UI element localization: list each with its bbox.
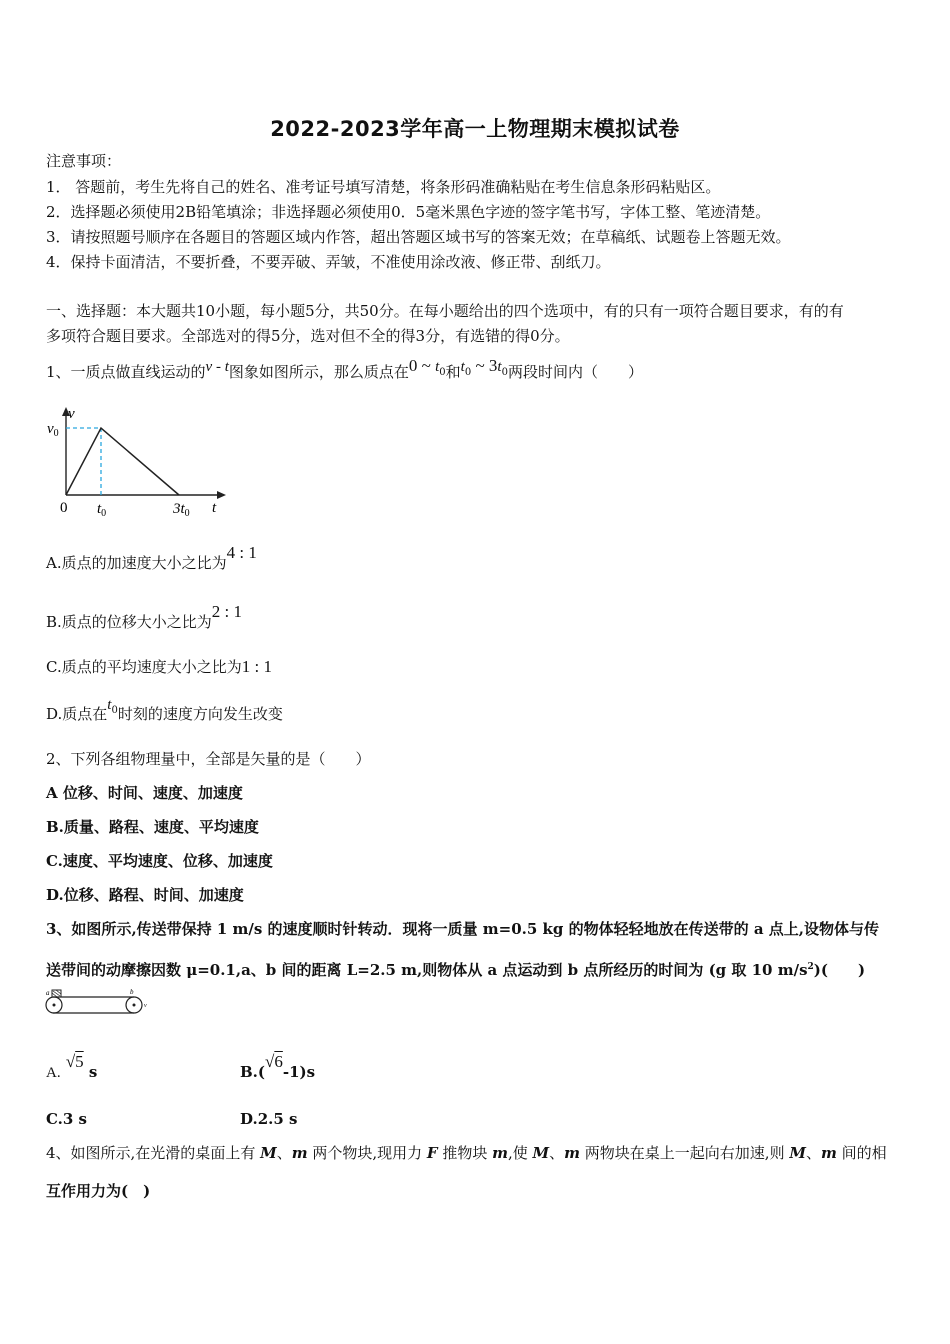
t0-label: $t_0$ <box>97 501 107 519</box>
q3-option-c: C.3 s <box>46 1110 88 1128</box>
q2-option-c: C.速度、平均速度、位移、加速度 <box>46 852 273 870</box>
q1-vt-symbol: v - t <box>205 359 229 375</box>
q1-stem <box>46 356 643 389</box>
q1-stem-part-c: 两段时间内（ ） <box>507 363 643 381</box>
q3-stem-line-2: 送带间的动摩擦因数 μ=0.1,a、b 间的距离 L=2.5 m,则物体从 a 点运动到 b 点所经历的时间为 (g 取 10 $m/s^2$)( ) <box>46 961 866 979</box>
q4-stem-line-1: 4、如图所示,在光滑的桌面上有 M、m 两个物块,现用力 F 推物块 m,使 M、m 两物块在桌上一起向右加速,则 M、m 间的相 <box>46 1144 887 1162</box>
q1-interval-2: $t_0$ ~ $3t_0$ <box>460 356 508 378</box>
q2-option-b: B.质量、路程、速度、平均速度 <box>46 818 259 836</box>
q1-stem-part-a: 1、一质点做直线运动的 <box>46 363 206 381</box>
v-axis-label: v <box>68 406 75 422</box>
q1-option-c: C.质点的平均速度大小之比为1 : 1 <box>46 657 272 676</box>
t-axis-label: t <box>212 500 217 516</box>
q1-vt-graph <box>40 400 240 525</box>
point-b-label: b <box>130 988 134 996</box>
q1-and: 和 <box>445 363 461 381</box>
q4-stem-line-2: 互作用力为( ) <box>46 1182 151 1200</box>
origin-label: 0 <box>60 500 68 516</box>
section-intro-line-1: 一、选择题：本大题共10小题，每小题5分，共50分。在每小题给出的四个选项中，有的只有一项符合题目要求，有的有 <box>46 302 844 320</box>
page-title: 2022-2023学年高一上物理期末模拟试卷 <box>270 117 680 141</box>
q1-option-b-ratio: 2 : 1 <box>211 602 243 621</box>
q3-option-a: A. √5 s <box>46 1052 98 1081</box>
notice-heading: 注意事项： <box>46 152 122 170</box>
v0-label: $v_0$ <box>47 421 59 439</box>
q3-option-b-radical: √6 <box>265 1052 283 1071</box>
q1-stem-part-b: 图象如图所示，那么质点在 <box>228 363 409 381</box>
q1-option-d: D.质点在$t_0$时刻的速度方向发生改变 <box>46 697 283 723</box>
q2-option-d: D.位移、路程、时间、加速度 <box>46 886 244 904</box>
q1-option-d-t0: $t_0$ <box>107 697 118 716</box>
q1-option-a: A.质点的加速度大小之比为4 : 1 <box>46 543 257 572</box>
q3-option-a-radical: √5 <box>65 1052 84 1071</box>
q3-conveyor-diagram <box>44 985 154 1017</box>
t-axis-arrow-icon <box>217 491 226 499</box>
vt-curve <box>66 428 179 495</box>
notice-item-4: 4．保持卡面清洁，不要折叠，不要弄破、弄皱，不准使用涂改液、修正带、刮纸刀。 <box>46 253 611 271</box>
q1-option-a-ratio: 4 : 1 <box>226 543 257 562</box>
q1-option-b: B.质点的位移大小之比为2 : 1 <box>46 602 243 631</box>
notice-item-3: 3．请按照题号顺序在各题目的答题区域内作答，超出答题区域书写的答案无效；在草稿纸、试题卷上答题无效。 <box>46 228 791 246</box>
q3-option-b: B.(√6-1)s <box>240 1052 316 1081</box>
notice-item-1: 1． 答题前，考生先将自己的姓名、准考证号填写清楚，将条形码准确粘贴在考生信息条形码粘贴区。 <box>46 178 721 196</box>
q1-interval-1: 0 ~ $t_0$ <box>408 356 446 378</box>
notice-item-2: 2．选择题必须使用2B铅笔填涂；非选择题必须使用0．5毫米黑色字迹的签字笔书写，字体工整、笔迹清楚。 <box>46 203 771 221</box>
q2-option-a: A 位移、时间、速度、加速度 <box>46 784 243 802</box>
3t0-label: $3t_0$ <box>173 501 190 519</box>
point-a-label: a <box>46 989 50 997</box>
q2-stem: 2、下列各组物理量中，全部是矢量的是（ ） <box>46 750 371 768</box>
q3-option-d: D.2.5 s <box>240 1110 298 1128</box>
velocity-label: v <box>144 1003 147 1009</box>
q1-option-c-ratio: 1 : 1 <box>241 657 272 676</box>
q3-stem-line-1: 3、如图所示,传送带保持 1 m/s 的速度顺时针转动．现将一质量 m=0.5 kg 的物体轻轻地放在传送带的 a 点上,设物体与传 <box>46 920 880 938</box>
section-intro-line-2: 多项符合题目要求。全部选对的得5分，选对但不全的得3分，有选错的得0分。 <box>46 327 570 345</box>
